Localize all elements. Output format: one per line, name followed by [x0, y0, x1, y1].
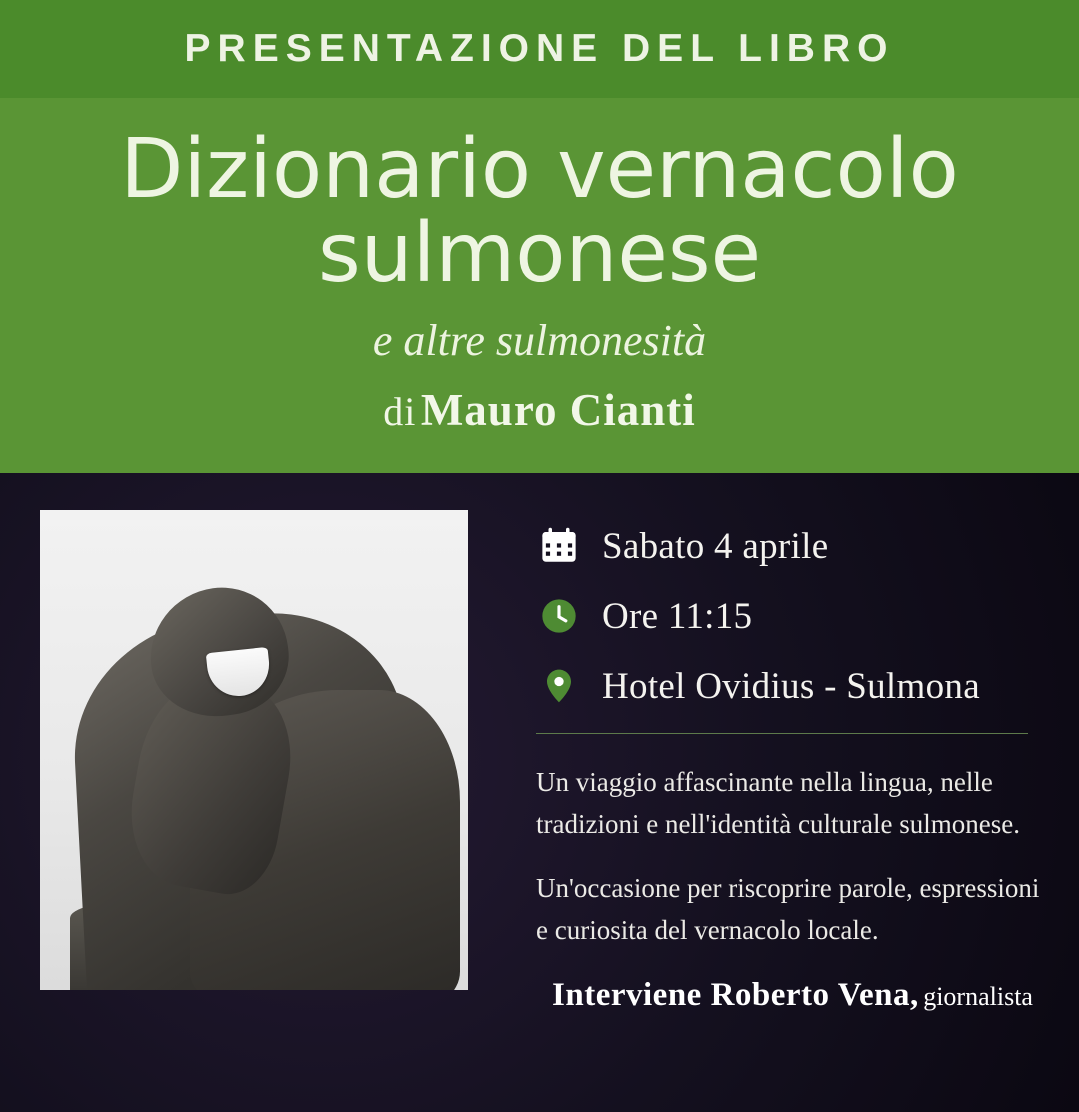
detail-date-text: Sabato 4 aprile [602, 525, 829, 567]
poster-body [0, 473, 1079, 1112]
statue-image [40, 510, 468, 990]
author-line [0, 384, 1079, 436]
clock-icon [536, 593, 582, 639]
book-subtitle: e altre sulmonesità [372, 315, 707, 365]
section-divider [536, 733, 1028, 734]
location-pin-icon [536, 663, 582, 709]
details-column [500, 473, 1079, 1112]
detail-time-text: Ore 11:15 [602, 595, 753, 637]
book-title-line-2: sulmonese [317, 206, 762, 302]
speaker-name: Interviene Roberto Vena, [552, 977, 919, 1014]
title-block [0, 98, 1079, 473]
detail-row-time [536, 593, 1049, 639]
photo-column [0, 473, 500, 1112]
book-title-line-1: Dizionario vernacolo [120, 122, 959, 217]
speaker-role: giornalista [923, 982, 1033, 1012]
speaker-line [536, 977, 1049, 1014]
description-paragraph-2: Un'occasione per riscoprire parole, espressioni e curiosita del vernacolo locale. [536, 872, 1040, 945]
description-paragraph-1: Un viaggio affascinante nella lingua, nelle tradizioni e nell'identità culturale sulmonese. [536, 767, 1020, 839]
detail-row-location [536, 663, 1049, 709]
author-name: Mauro Cianti [420, 384, 696, 435]
author-prefix: di [383, 388, 417, 434]
calendar-icon [536, 523, 582, 569]
detail-row-date [536, 523, 1049, 569]
poster-banner [0, 0, 1079, 98]
detail-location-text: Hotel Ovidius - Sulmona [602, 665, 980, 707]
banner-label: PRESENTAZIONE DEL LIBRO [184, 27, 895, 70]
